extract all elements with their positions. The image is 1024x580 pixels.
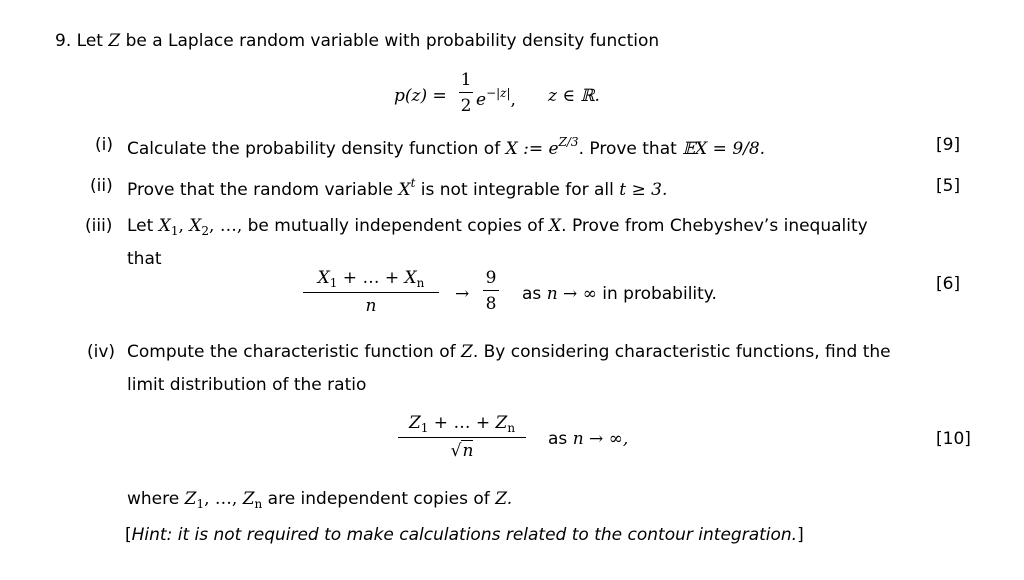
math-var: X — [158, 216, 171, 236]
intro-text: be a Laplace random variable with probability density function — [125, 31, 660, 51]
arrow: → — [455, 284, 470, 304]
part-iv-asn — [548, 429, 628, 449]
comma: , — [209, 216, 215, 236]
part-ii-text — [127, 176, 667, 200]
problem-number: 9. — [55, 31, 72, 51]
fraction-bar — [398, 437, 526, 438]
subscript: 1 — [170, 224, 179, 238]
text: . Prove that — [578, 139, 677, 159]
where-line — [127, 489, 512, 511]
fraction-bar — [483, 290, 499, 291]
exp-power: −|z| — [486, 86, 511, 100]
bracket: [ — [125, 525, 132, 545]
limit-num: 9 — [485, 268, 497, 288]
subscript: 1 — [329, 276, 338, 290]
part-iv-label: (iv) — [87, 342, 116, 362]
text: Let — [127, 216, 154, 236]
math-var: Z — [242, 489, 255, 509]
text: Compute the characteristic function of — [127, 342, 456, 362]
math: t ≥ 3. — [619, 180, 668, 200]
math: 𝔼X = 9/8. — [682, 139, 766, 159]
hint-line — [125, 525, 804, 545]
text: where — [127, 489, 180, 509]
math-var: X — [317, 268, 330, 288]
mean-num — [303, 268, 439, 290]
part-iv-text-2: limit distribution of the ratio — [127, 375, 367, 395]
text: as — [548, 429, 568, 449]
math — [505, 135, 579, 159]
limit-den: 8 — [485, 294, 497, 314]
part-i-label: (i) — [95, 135, 113, 155]
mean-den: n — [365, 296, 377, 316]
pdf-den: 2 — [460, 96, 472, 116]
text: . By considering characteristic functions, find the — [472, 342, 891, 362]
marks-iv: [10] — [936, 429, 971, 449]
ellipsis: … — [219, 216, 237, 236]
math-var: Z — [495, 413, 508, 433]
part-iii-text — [127, 216, 868, 238]
pdf-domain: z ∈ ℝ. — [548, 86, 600, 106]
subscript: 1 — [196, 497, 205, 511]
ratio-den — [398, 441, 526, 461]
math-sup: Z/3 — [558, 135, 579, 149]
problem-statement — [55, 31, 659, 51]
fraction-bar — [459, 92, 473, 93]
math-expr: X := e — [505, 139, 559, 159]
sqrt-icon: √ — [450, 441, 462, 461]
math-var: X — [549, 216, 562, 236]
marks-ii: [5] — [936, 176, 961, 196]
math: n → ∞, — [572, 429, 629, 449]
fraction-bar — [303, 292, 439, 293]
plus-dots: + … + — [342, 268, 400, 288]
ratio-num — [398, 413, 526, 435]
subscript: n — [254, 497, 263, 511]
part-iii-label: (iii) — [85, 216, 113, 236]
text: . Prove from Chebyshev’s inequality — [561, 216, 868, 236]
part-iv-text — [127, 342, 891, 362]
text: be mutually independent copies of — [247, 216, 544, 236]
exp-base: e — [476, 90, 487, 110]
var-Z: Z — [108, 31, 121, 51]
math-var: X — [189, 216, 202, 236]
part-ii-label: (ii) — [90, 176, 113, 196]
math — [159, 216, 243, 236]
marks-iii: [6] — [936, 274, 961, 294]
text: as — [522, 284, 542, 304]
text: is not integrable for all — [420, 180, 614, 200]
plus-dots: + … + — [433, 413, 491, 433]
intro-text: Let — [76, 31, 103, 51]
subscript: n — [507, 421, 516, 435]
math-var: Z. — [495, 489, 513, 509]
text: are independent copies of — [267, 489, 490, 509]
part-i-text — [127, 135, 765, 159]
pdf-num: 1 — [460, 70, 472, 90]
pdf-fraction — [459, 70, 473, 116]
text: in probability. — [602, 284, 717, 304]
comma: , — [236, 216, 243, 236]
math-expr: X — [398, 180, 411, 200]
ellipsis: … — [214, 489, 232, 509]
limit-fraction — [483, 268, 499, 314]
subscript: n — [416, 276, 425, 290]
pdf-exp — [476, 86, 516, 110]
math — [398, 176, 416, 200]
hint-text: Hint: it is not required to make calculations related to the contour integration. — [131, 525, 798, 545]
math-var: Z — [408, 413, 421, 433]
math-var: Z — [184, 489, 197, 509]
part-iii-conv — [522, 284, 717, 304]
subscript: 2 — [201, 224, 210, 238]
comma: , — [204, 489, 210, 509]
math-var: Z — [461, 342, 473, 362]
math-sup: t — [410, 176, 416, 190]
pdf-lhs: p(z) = — [394, 86, 447, 106]
ratio-fraction — [398, 413, 526, 461]
comma: , — [178, 216, 184, 236]
text: Calculate the probability density function of — [127, 139, 501, 159]
part-iii-that: that — [127, 249, 162, 269]
math: n → ∞ — [546, 284, 597, 304]
math-var: X — [404, 268, 417, 288]
bracket: ] — [797, 525, 804, 545]
comma: , — [510, 90, 516, 110]
sqrt-arg: n — [462, 441, 474, 461]
text: Prove that the random variable — [127, 180, 394, 200]
mean-fraction — [303, 268, 439, 316]
subscript: 1 — [420, 421, 429, 435]
math — [185, 489, 263, 509]
marks-i: [9] — [936, 135, 961, 155]
comma: , — [231, 489, 238, 509]
